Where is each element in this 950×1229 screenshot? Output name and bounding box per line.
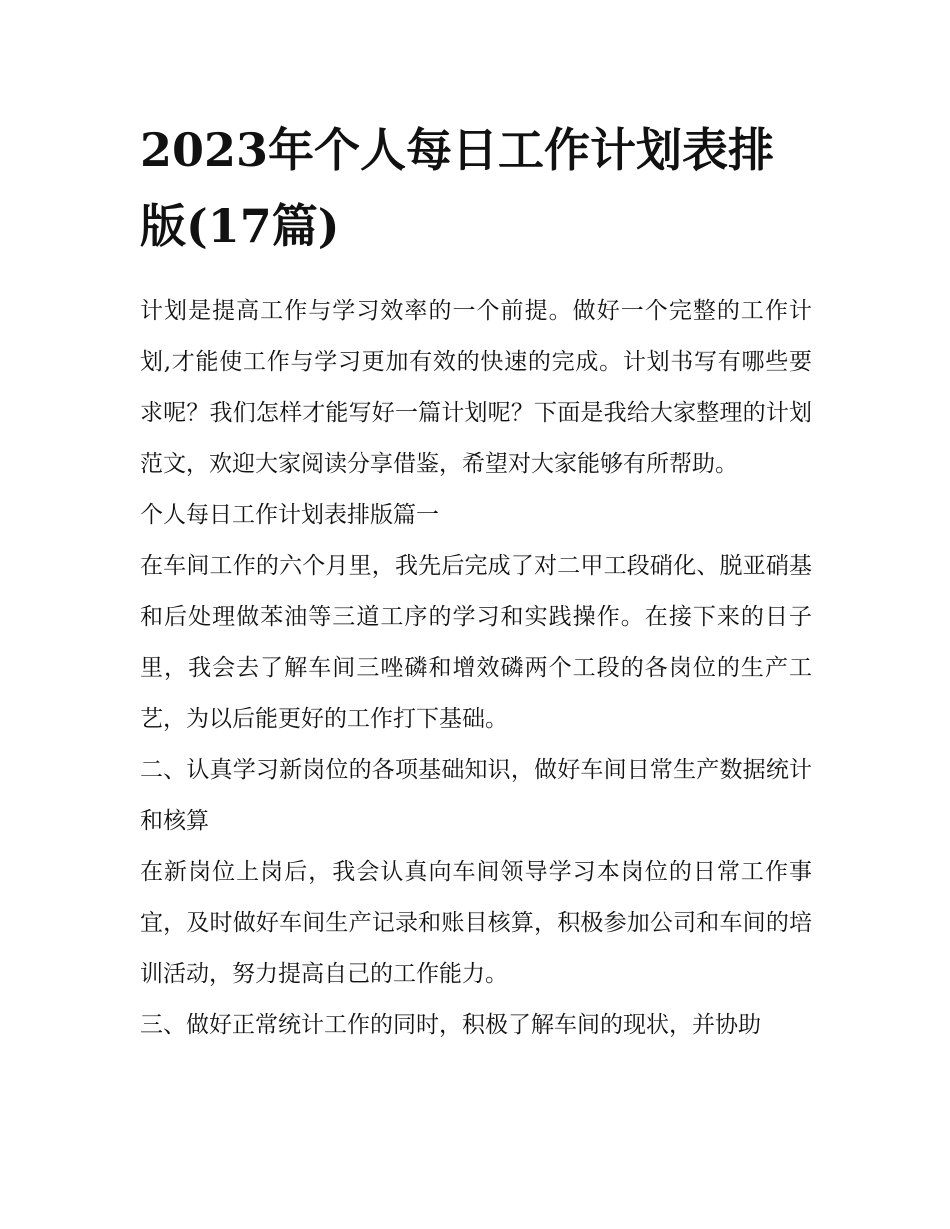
subheading-two: 二、认真学习新岗位的各项基础知识，做好车间日常生产数据统计和核算 (140, 757, 812, 834)
body-paragraph: 在新岗位上岗后，我会认真向车间领导学习本岗位的日常工作事宜，及时做好车间生产记录和账目核算，积极参加公司和车间的培训活动，努力提高自己的工作能力。 (140, 859, 812, 987)
subheading-three: 三、做好正常统计工作的同时，积极了解车间的现状，并协助 (140, 1012, 761, 1038)
document-page (140, 112, 812, 1051)
section-heading: 个人每日工作计划表排版篇一 (140, 502, 439, 528)
document-title: 2023年个人每日工作计划表排版(17篇) (140, 123, 775, 253)
intro-paragraph: 计划是提高工作与学习效率的一个前提。做好一个完整的工作计划,才能使工作与学习更加有效的快速的完成。计划书写有哪些要求呢？我们怎样才能写好一篇计划呢？下面是我给大家整理的计划范文，欢迎大家阅读分享借鉴，希望对大家能够有所帮助。 (140, 298, 812, 477)
document-body (140, 286, 812, 1051)
body-paragraph: 在车间工作的六个月里，我先后完成了对二甲工段硝化、脱亚硝基和后处理做苯油等三道工序的学习和实践操作。在接下来的日子里，我会去了解车间三唑磷和增效磷两个工段的各岗位的生产工艺，为以后能更好的工作打下基础。 (140, 553, 812, 732)
